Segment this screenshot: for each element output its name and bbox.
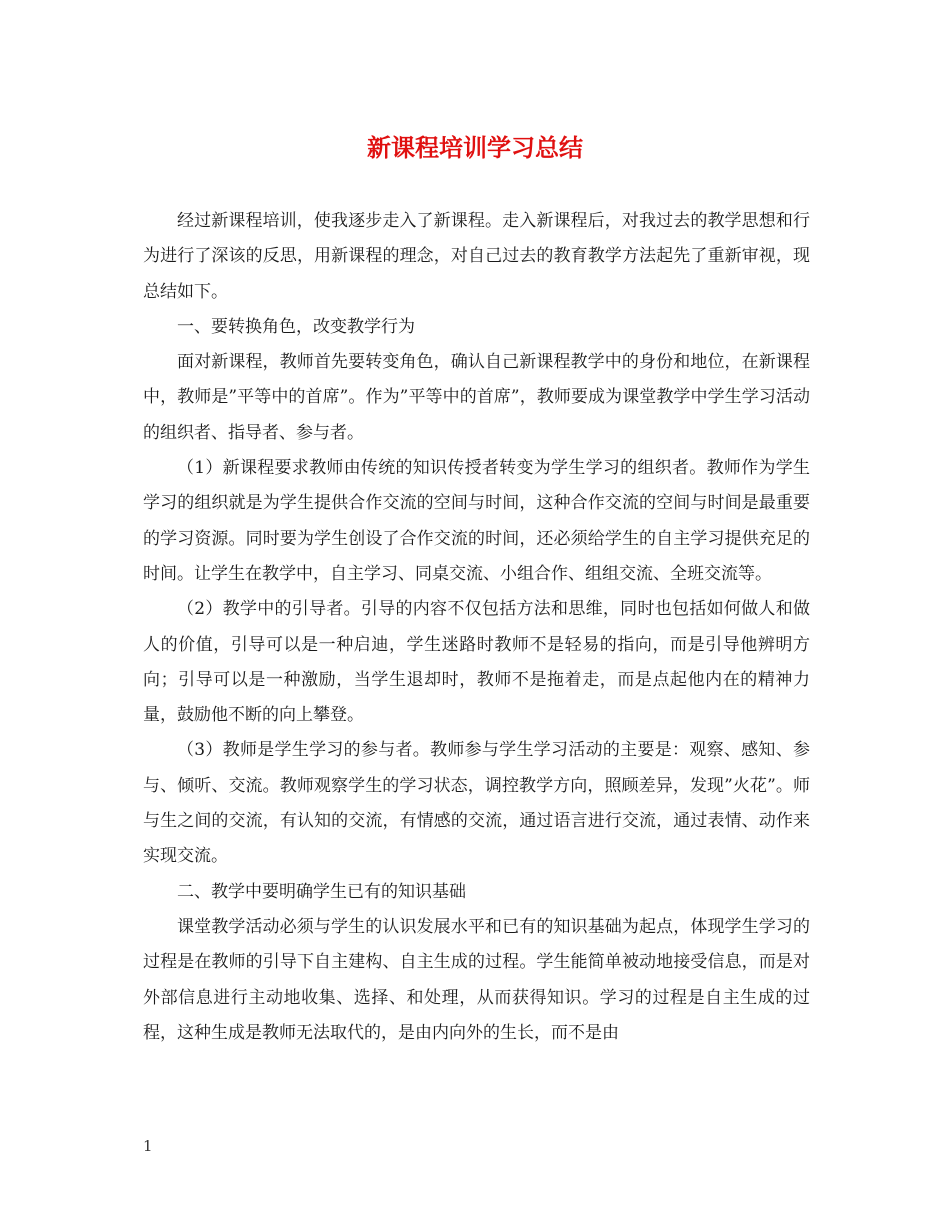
section-heading-2: 二、教学中要明确学生已有的知识基础: [177, 881, 466, 902]
section-heading-1: 一、要转换角色，改变教学行为: [177, 316, 415, 337]
paragraph: 课堂教学活动必须与学生的认识发展水平和已有的知识基础为起点，体现学生学习的过程是在教师的引导下自主建构、自主生成的过程。学生能简单被动地接受信息，而是对外部信息进行主动地收集、选择、和处理，从而获得知识。学习的过程是自主生成的过程，这种生成是教师无法取代的，是由内向外的生长，而不是由: [143, 916, 810, 1043]
paragraph-item-3: （3）教师是学生学习的参与者。教师参与学生学习活动的主要是：观察、感知、参与、倾听、交流。教师观察学生的学习状态，调控教学方向，照顾差异，发现”火花”。师与生之间的交流，有认知的交流，有情感的交流，通过语言进行交流，通过表情、动作来实现交流。: [143, 740, 810, 867]
paragraph: 面对新课程，教师首先要转变角色，确认自己新课程教学中的身份和地位，在新课程中，教师是”平等中的首席”。作为”平等中的首席”，教师要成为课堂教学中学生学习活动的组织者、指导者、参与者。: [143, 352, 810, 443]
paragraph-intro: 经过新课程培训，使我逐步走入了新课程。走入新课程后，对我过去的教学思想和行为进行了深该的反思，用新课程的理念，对自己过去的教育教学方法起先了重新审视，现总结如下。: [143, 211, 810, 302]
document-title: 新课程培训学习总结: [367, 134, 583, 162]
document-body: [143, 204, 810, 1051]
paragraph-item-1: （1）新课程要求教师由传统的知识传授者转变为学生学习的组织者。教师作为学生学习的组织就是为学生提供合作交流的空间与时间，这种合作交流的空间与时间是最重要的学习资源。同时要为学生创设了合作交流的时间，还必须给学生的自主学习提供充足的时间。让学生在教学中，自主学习、同桌交流、小组合作、组组交流、全班交流等。: [143, 458, 810, 584]
page-number: 1: [143, 1137, 153, 1155]
paragraph-item-2: （2）教学中的引导者。引导的内容不仅包括方法和思维，同时也包括如何做人和做人的价值，引导可以是一种启迪，学生迷路时教师不是轻易的指向，而是引导他辨明方向；引导可以是一种激励，当学生退却时，教师不是拖着走，而是点起他内在的精神力量，鼓励他不断的向上攀登。: [143, 599, 810, 726]
